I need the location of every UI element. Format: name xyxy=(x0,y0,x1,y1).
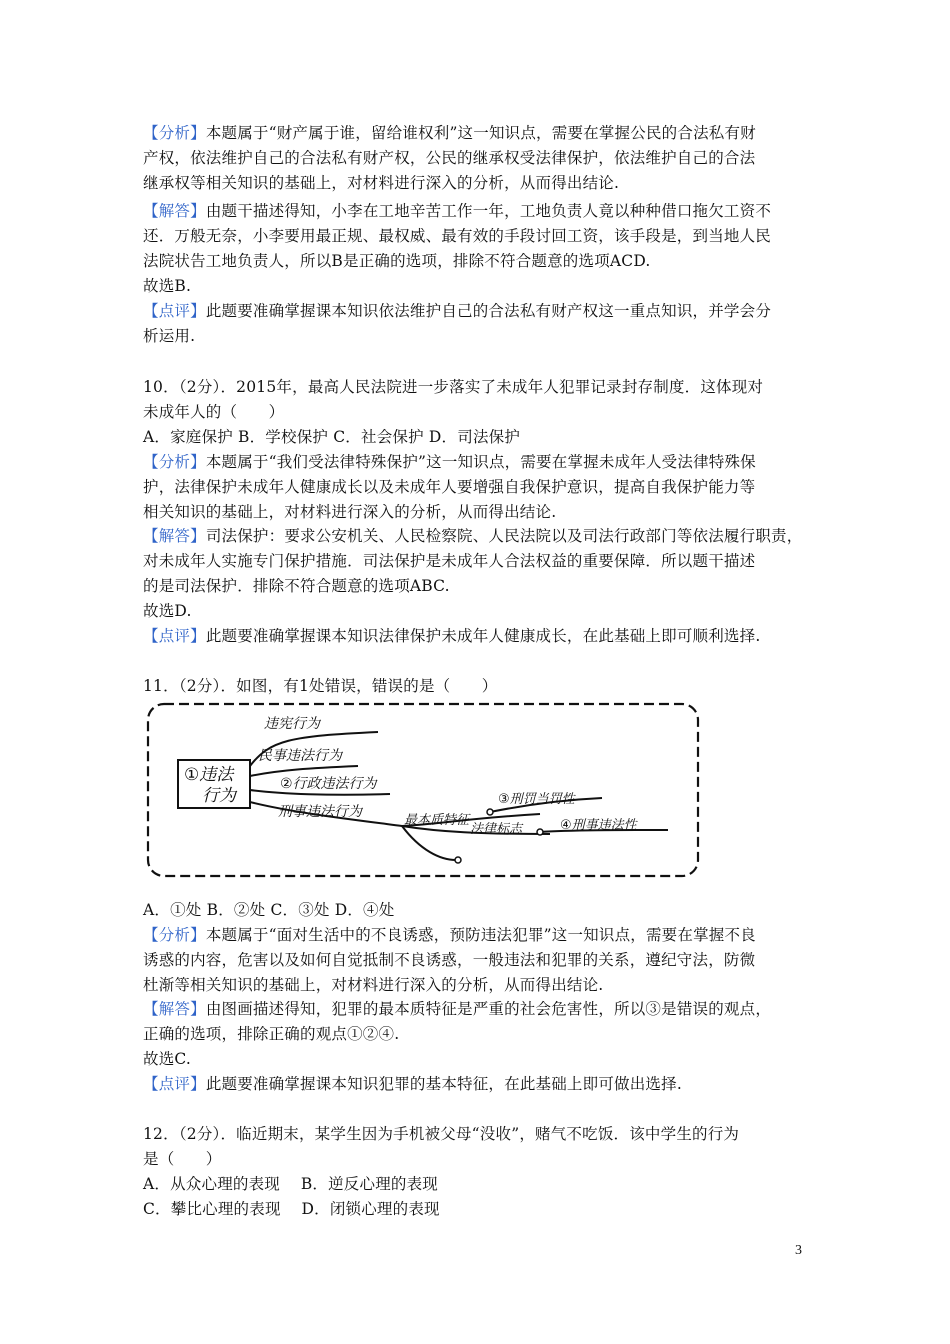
q10-answer-tag: 【解答】 xyxy=(143,527,206,545)
q10-choice: 故选D. xyxy=(143,602,192,620)
branch-label-2: 民事违法行为 xyxy=(258,748,342,764)
leaf-label-2: ④刑事违法性 xyxy=(560,818,637,833)
branch-label-1: 违宪行为 xyxy=(264,716,320,732)
q11-answer-line-2: 正确的选项，排除正确的观点①②④. xyxy=(143,1025,400,1043)
q9-comment-line-1: 【点评】此题要准确掌握课本知识依法维护自己的合法私有财产权这一重点知识，并学会分 xyxy=(143,302,772,320)
q10-analysis-line-3: 相关知识的基础上，对材料进行深入的分析，从而得出结论. xyxy=(143,503,557,521)
q10-options: A．家庭保护 B．学校保护 C．社会保护 D．司法保护 xyxy=(143,428,521,446)
q9-analysis-tag: 【分析】 xyxy=(143,124,206,142)
q11-analysis-line-3: 杜渐等相关知识的基础上，对材料进行深入的分析，从而得出结论. xyxy=(143,976,604,994)
q11-analysis-line-2: 诱惑的内容，危害以及如何自觉抵制不良诱惑，一般违法和犯罪的关系，遵纪守法，防微 xyxy=(143,951,756,969)
q9-analysis-line-1: 【分析】本题属于“财产属于谁，留给谁权利”这一知识点，需要在掌握公民的合法私有财 xyxy=(143,124,756,142)
leaf-dot-2 xyxy=(537,829,543,835)
q10-answer-line-1: 【解答】司法保护：要求公安机关、人民检察院、人民法院以及司法行政部门等依法履行职责， xyxy=(143,527,803,545)
q12-options-line-2: C．攀比心理的表现 D．闭锁心理的表现 xyxy=(143,1200,440,1218)
q11-comment-tag: 【点评】 xyxy=(143,1075,206,1093)
q9-answer-line-2: 还．万般无奈，小李要用最正规、最权威、最有效的手段讨回工资，该手段是，到当地人民 xyxy=(143,227,772,245)
q11-answer-line-1: 【解答】由图画描述得知，犯罪的最本质特征是严重的社会危害性，所以③是错误的观点， xyxy=(143,1000,772,1018)
q10-analysis-line-1: 【分析】本题属于“我们受法律特殊保护”这一知识点，需要在掌握未成年人受法律特殊保 xyxy=(143,453,756,471)
q10-comment-line-1: 【点评】此题要准确掌握课本知识法律保护未成年人健康成长，在此基础上即可顺利选择. xyxy=(143,627,761,645)
branch-line-2 xyxy=(250,766,358,776)
q10-stem-line-2: 未成年人的（ ） xyxy=(143,403,285,421)
branch-label-4: 刑事违法行为 xyxy=(278,804,362,820)
q10-answer-line-2: 对未成年人实施专门保护措施．司法保护是未成年人合法权益的重要保障．所以题干描述 xyxy=(143,552,756,570)
branch-label-3: ②行政违法行为 xyxy=(280,776,377,792)
q10-analysis-tag: 【分析】 xyxy=(143,453,206,471)
q11-comment-line-1: 【点评】此题要准确掌握课本知识犯罪的基本特征，在此基础上即可做出选择. xyxy=(143,1075,682,1093)
q11-analysis-line-1: 【分析】本题属于“面对生活中的不良诱惑，预防违法犯罪”这一知识点，需要在掌握不良 xyxy=(143,926,756,944)
leaf-dot-1 xyxy=(487,809,493,815)
sub-label-1: 最本质特征 xyxy=(404,813,470,828)
leaf-label-1: ③刑罚当罚性 xyxy=(498,792,575,807)
q12-stem-line-1: 12．（2分）．临近期末，某学生因为手机被父母“没收”，赌气不吃饭．该中学生的行为 xyxy=(143,1125,740,1143)
q9-answer-tag: 【解答】 xyxy=(143,202,206,220)
q9-choice: 故选B. xyxy=(143,277,192,295)
q10-stem-line-1: 10．（2分）．2015年，最高人民法院进一步落实了未成年人犯罪记录封存制度．这体现对 xyxy=(143,378,764,396)
page-number: 3 xyxy=(795,1243,802,1258)
q10-answer-line-3: 的是司法保护．排除不符合题意的选项ABC. xyxy=(143,577,450,595)
q10-analysis-line-2: 护，法律保护未成年人健康成长以及未成年人要增强自我保护意识，提高自我保护能力等 xyxy=(143,478,756,496)
diagram-center-line-2: 行为 xyxy=(202,786,236,806)
q9-analysis-line-3: 继承权等相关知识的基础上，对材料进行深入的分析，从而得出结论. xyxy=(143,174,620,192)
q9-answer-line-3: 法院状告工地负责人，所以B是正确的选项，排除不符合题意的选项ACD. xyxy=(143,252,651,270)
q11-answer-tag: 【解答】 xyxy=(143,1000,206,1018)
q11-options: A．①处 B．②处 C．③处 D．④处 xyxy=(143,901,395,919)
q11-mind-map-diagram xyxy=(140,700,705,882)
sub-label-2: 法律标志 xyxy=(470,822,523,837)
diagram-center-line-1: ①违法 xyxy=(184,765,234,785)
q11-stem: 11．（2分）．如图，有1处错误，错误的是（ ） xyxy=(143,677,498,695)
q12-stem-line-2: 是（ ） xyxy=(143,1150,222,1168)
q12-options-line-1: A．从众心理的表现 B．逆反心理的表现 xyxy=(143,1175,439,1193)
q9-analysis-line-2: 产权，依法维护自己的合法私有财产权，公民的继承权受法律保护，依法维护自己的合法 xyxy=(143,149,756,167)
q11-analysis-tag: 【分析】 xyxy=(143,926,206,944)
q9-answer-line-1: 【解答】由题干描述得知，小李在工地辛苦工作一年，工地负责人竟以种种借口拖欠工资不 xyxy=(143,202,772,220)
q10-comment-tag: 【点评】 xyxy=(143,627,206,645)
q9-comment-line-2: 析运用. xyxy=(143,327,196,345)
sub-end-dot xyxy=(455,857,461,863)
q9-comment-tag: 【点评】 xyxy=(143,302,206,320)
q11-choice: 故选C. xyxy=(143,1050,192,1068)
